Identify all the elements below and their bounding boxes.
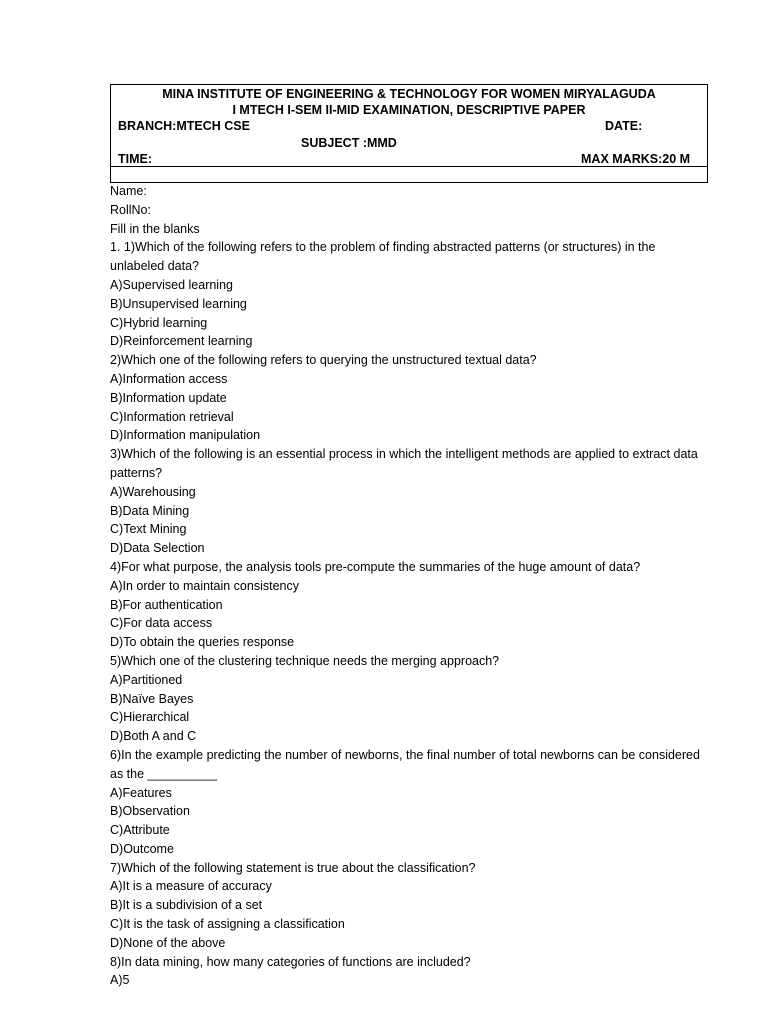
question-list xyxy=(110,182,710,990)
date-label: DATE: xyxy=(605,119,643,133)
exam-header xyxy=(110,84,708,183)
answer-option: D)Reinforcement learning xyxy=(110,334,253,349)
answer-option: C)Attribute xyxy=(110,823,170,838)
answer-option: A)In order to maintain consistency xyxy=(110,578,299,593)
answer-option: B)For authentication xyxy=(110,597,223,612)
name-field: Name: xyxy=(110,184,147,198)
answer-option: B)Naïve Bayes xyxy=(110,691,194,706)
question-text: 8)In data mining, how many categories of functions are included? xyxy=(110,954,471,969)
max-marks-label: MAX MARKS:20 M xyxy=(581,152,691,166)
exam-title: I MTECH I-SEM II-MID EXAMINATION, DESCRIPTIVE PAPER xyxy=(232,103,586,117)
question-text: 6)In the example predicting the number of newborns, the final number of total newborns can be considered as the __________ xyxy=(110,747,700,781)
institute-name: MINA INSTITUTE OF ENGINEERING & TECHNOLOGY FOR WOMEN MIRYALAGUDA xyxy=(162,87,656,101)
answer-option: D)None of the above xyxy=(110,935,226,950)
answer-option: D)Data Selection xyxy=(110,541,205,556)
answer-option: C)Hybrid learning xyxy=(110,315,208,330)
answer-option: C)Hierarchical xyxy=(110,710,190,725)
answer-option: D)Information manipulation xyxy=(110,428,261,443)
answer-option: D)Outcome xyxy=(110,841,174,856)
section-heading: Fill in the blanks xyxy=(110,221,200,236)
answer-option: A)Partitioned xyxy=(110,672,183,687)
question-text: 3)Which of the following is an essential process in which the intelligent methods are applied to extract data patterns? xyxy=(110,447,698,480)
subject-label: SUBJECT :MMD xyxy=(301,136,397,150)
answer-option: B)Information update xyxy=(110,390,227,405)
answer-option: C)Information retrieval xyxy=(110,409,234,424)
question-text: 7)Which of the following statement is true about the classification? xyxy=(110,860,476,875)
answer-option: B)Unsupervised learning xyxy=(110,296,247,311)
answer-option: A)It is a measure of accuracy xyxy=(110,879,272,894)
time-label: TIME: xyxy=(118,152,153,166)
answer-option: B)Data Mining xyxy=(110,503,190,518)
answer-option: A)Features xyxy=(110,785,172,800)
question-text: 5)Which one of the clustering technique needs the merging approach? xyxy=(110,653,500,668)
question-text: 4)For what purpose, the analysis tools pre-compute the summaries of the huge amount of data? xyxy=(110,559,641,574)
answer-option: B)Observation xyxy=(110,804,190,819)
answer-option: C)For data access xyxy=(110,616,213,631)
answer-option: A)Information access xyxy=(110,371,228,386)
answer-option: A)Supervised learning xyxy=(110,277,233,292)
answer-option: C)It is the task of assigning a classification xyxy=(110,917,345,932)
answer-option: B)It is a subdivision of a set xyxy=(110,898,263,913)
header-divider xyxy=(111,166,707,167)
answer-option: C)Text Mining xyxy=(110,522,187,537)
question-text: 1. 1)Which of the following refers to the problem of finding abstracted patterns (or structures) in the unlabeled data? xyxy=(110,240,656,274)
question-text: 2)Which one of the following refers to querying the unstructured textual data? xyxy=(110,353,537,368)
answer-option: D)Both A and C xyxy=(110,729,197,744)
rollno-field: RollNo: xyxy=(110,202,151,217)
answer-option: A)5 xyxy=(110,973,130,988)
answer-option: D)To obtain the queries response xyxy=(110,635,295,650)
answer-option: A)Warehousing xyxy=(110,484,196,499)
branch-label: BRANCH:MTECH CSE xyxy=(118,119,250,133)
